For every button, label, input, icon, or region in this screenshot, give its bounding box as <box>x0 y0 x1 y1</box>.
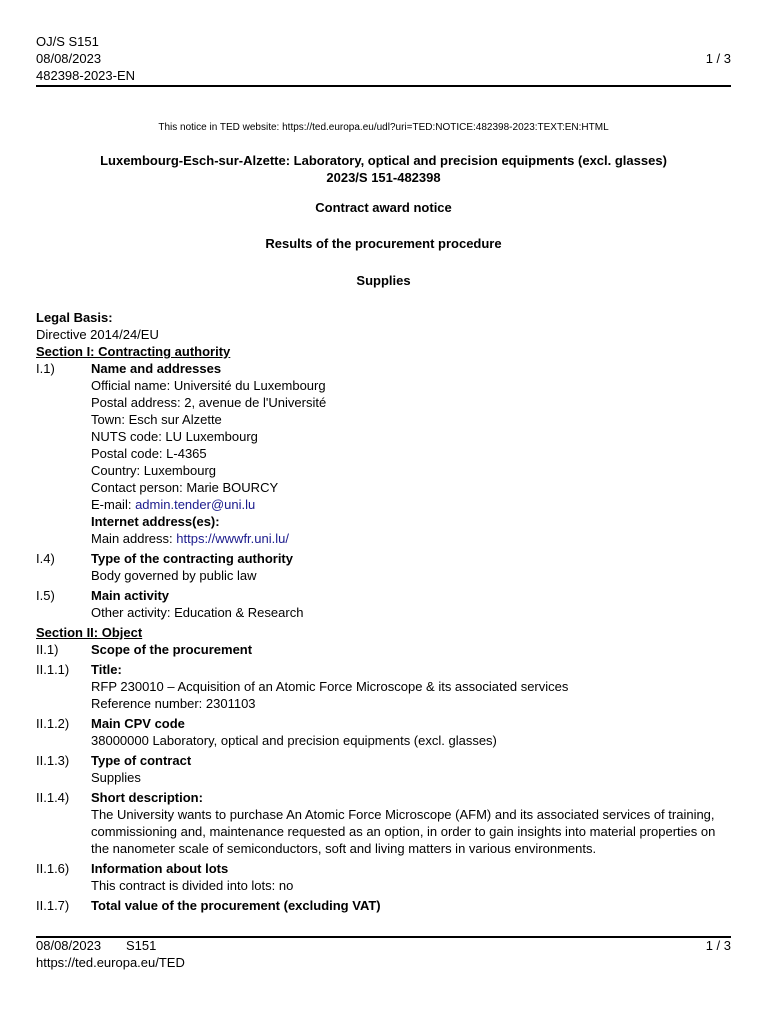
item-heading: Title: <box>91 662 122 677</box>
legal-basis-label: Legal Basis: <box>36 310 113 325</box>
email-link[interactable]: admin.tender@uni.lu <box>135 497 256 512</box>
item-ii17 <box>36 897 731 914</box>
item-number: II.1.3) <box>36 753 70 768</box>
page-footer <box>36 937 731 971</box>
item-number: II.1.2) <box>36 716 70 731</box>
item-number: II.1.4) <box>36 790 70 805</box>
notice-title <box>36 152 731 186</box>
main-address-label: Main address: <box>91 531 177 546</box>
footer-url: https://ted.europa.eu/TED <box>36 955 185 970</box>
header-page-number: 1 / 3 <box>705 51 731 66</box>
item-ii16 <box>36 860 731 894</box>
header-divider <box>36 85 731 87</box>
legal-basis-value: Directive 2014/24/EU <box>36 327 159 342</box>
item-ii12 <box>36 715 731 749</box>
internet-address-heading: Internet address(es): <box>91 514 220 529</box>
item-heading: Information about lots <box>91 861 229 876</box>
item-heading: Main activity <box>91 588 170 603</box>
main-address-link[interactable]: https://wwwfr.uni.lu/ <box>176 531 289 546</box>
ted-link-line: This notice in TED website: https://ted.europa.eu/udl?uri=TED:NOTICE:482398-2023:TEXT:EN:HTML <box>158 122 609 133</box>
item-heading: Total value of the procurement (excluding VAT) <box>91 898 381 913</box>
country: Country: Luxembourg <box>91 463 217 478</box>
main-address-row <box>91 530 731 547</box>
official-name: Official name: Université du Luxembourg <box>91 378 326 393</box>
item-number: II.1.7) <box>36 898 70 913</box>
supplies-heading: Supplies <box>356 273 411 288</box>
town: Town: Esch sur Alzette <box>91 412 222 427</box>
item-i1 <box>36 360 731 547</box>
results-heading: Results of the procurement procedure <box>265 236 502 251</box>
postal-code: Postal code: L-4365 <box>91 446 207 461</box>
item-heading: Type of contract <box>91 753 192 768</box>
notice-body <box>36 309 731 914</box>
item-heading: Short description: <box>91 790 203 805</box>
notice-type: Contract award notice <box>315 200 452 215</box>
item-number: I.1) <box>36 361 55 376</box>
oj-reference: OJ/S S151 <box>36 34 99 49</box>
item-value: This contract is divided into lots: no <box>91 878 294 893</box>
item-value: RFP 230010 – Acquisition of an Atomic Force Microscope & its associated services <box>91 679 569 694</box>
item-ii11 <box>36 661 731 712</box>
item-value: Supplies <box>91 770 141 785</box>
postal-address: Postal address: 2, avenue de l'Université <box>91 395 327 410</box>
item-heading: Name and addresses <box>91 361 222 376</box>
section-1-title: Section I: Contracting authority <box>36 344 231 359</box>
page-header <box>36 33 731 84</box>
item-value: 38000000 Laboratory, optical and precision equipments (excl. glasses) <box>91 733 497 748</box>
item-heading: Scope of the procurement <box>91 642 253 657</box>
footer-date: 08/08/2023 <box>36 938 102 953</box>
section-2-title: Section II: Object <box>36 625 143 640</box>
item-number: II.1.6) <box>36 861 70 876</box>
footer-page-number: 1 / 3 <box>705 938 731 953</box>
item-value: The University wants to purchase An Atomic Force Microscope (AFM) and its associated services of training, commissioning and, maintenance requested as an option, in order to gain insights into material properties on the nanometer scale of semiconductors, soft and living matters in various environments. <box>91 807 716 856</box>
email-row <box>91 496 731 513</box>
item-ii13 <box>36 752 731 786</box>
contact-person: Contact person: Marie BOURCY <box>91 480 279 495</box>
header-date: 08/08/2023 <box>36 51 102 66</box>
notice-title-line2: 2023/S 151-482398 <box>326 170 441 185</box>
item-number: II.1.1) <box>36 662 70 677</box>
nuts-code: NUTS code: LU Luxembourg <box>91 429 258 444</box>
item-i4 <box>36 550 731 584</box>
notice-title-line1: Luxembourg-Esch-sur-Alzette: Laboratory, optical and precision equipments (excl. glasses) <box>100 153 667 168</box>
item-value: Other activity: Education & Research <box>91 605 304 620</box>
item-heading: Main CPV code <box>91 716 185 731</box>
item-value: Body governed by public law <box>91 568 257 583</box>
reference-number: Reference number: 2301103 <box>91 696 256 711</box>
item-ii14 <box>36 789 731 857</box>
item-number: I.4) <box>36 551 55 566</box>
notice-id: 482398-2023-EN <box>36 68 136 83</box>
footer-oj: S151 <box>126 938 157 953</box>
item-number: I.5) <box>36 588 55 603</box>
item-number: II.1) <box>36 642 59 657</box>
item-i5 <box>36 587 731 621</box>
email-label: E-mail: <box>91 497 136 512</box>
item-heading: Type of the contracting authority <box>91 551 293 566</box>
item-ii1 <box>36 641 731 658</box>
